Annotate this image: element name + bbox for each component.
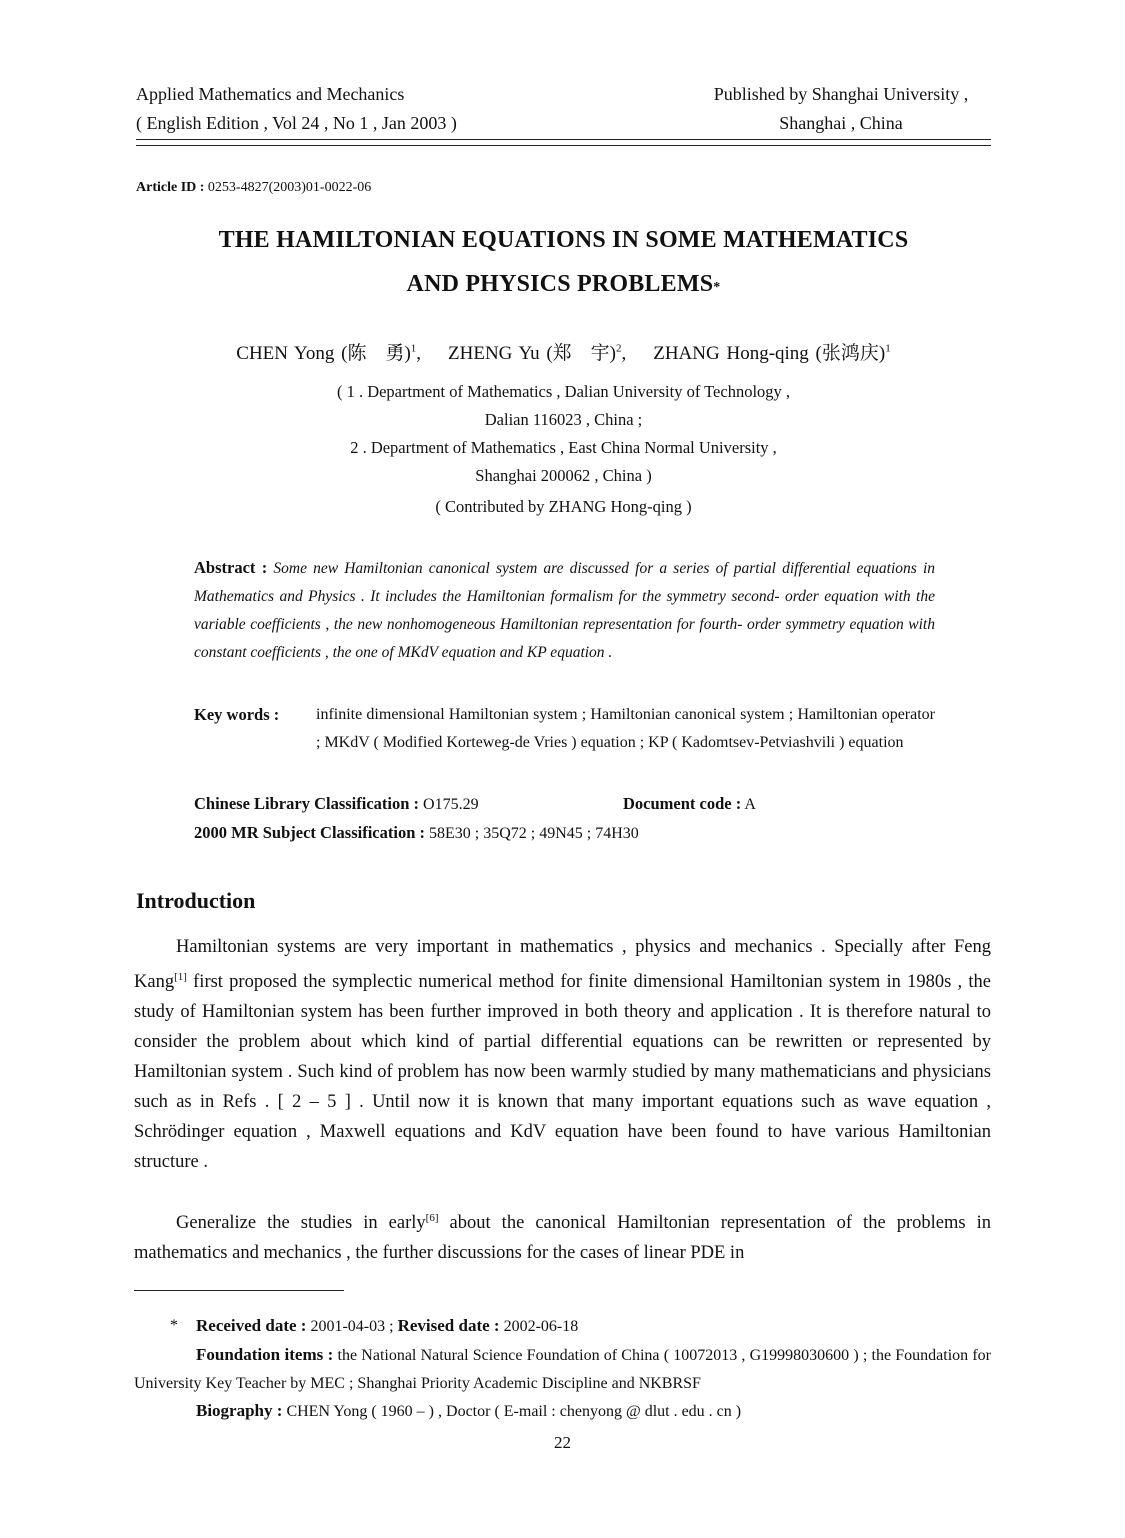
journal-name: Applied Mathematics and Mechanics: [136, 84, 405, 104]
footnote-biography: Biography : CHEN Yong ( 1960 – ) , Doctor ( E-mail : chenyong @ dlut . edu . cn ): [196, 1401, 742, 1420]
title-line-2: AND PHYSICS PROBLEMS*: [406, 271, 721, 297]
keywords: [194, 701, 935, 757]
abstract: [194, 554, 935, 667]
footnote-dates: * Received date : 2001-04-03 ; Revised date : 2002-06-18: [170, 1316, 579, 1335]
author: CHEN Yong (陈 勇): [236, 343, 411, 364]
author: ZHENG Yu (郑 宇): [448, 343, 616, 364]
footnote-foundation: Foundation items : the National Natural Science Foundation of China ( 10072013 , G19998030600 ) ; the Foundation for University Key Teacher by MEC ; Shanghai Priority Academic Discipline and NKBRSF: [134, 1345, 991, 1392]
affiliations: ( 1 . Department of Mathematics , Dalian University of Technology , Dalian 116023 , China ; 2 . Department of Mathematics , East China Normal University , Shanghai 200062 , China ): [336, 382, 791, 485]
article-id-label: Article ID :: [136, 180, 205, 195]
citation: [1]: [174, 971, 187, 983]
abstract-text: Some new Hamiltonian canonical system are discussed for a series of partial differential equations in Mathematics and Physics . It includes the Hamiltonian formalism for the symmetry second- order equation with the variable coefficients , the new nonhomogeneous Hamiltonian representation for fourth- order symmetry equation with constant coefficients , the one of MKdV equation and KP equation .: [194, 560, 935, 661]
keywords-label: Key words :: [194, 705, 280, 724]
abstract-label: Abstract :: [194, 558, 268, 577]
contributed-by: ( Contributed by ZHANG Hong-qing ): [435, 497, 692, 516]
author-list: CHEN Yong (陈 勇)$^1$, ZHENG Yu (郑 宇)$^2$, ZHANG Hong-qing (张鸿庆)$^1$: [236, 342, 891, 364]
author: ZHANG Hong-qing (张鸿庆): [653, 343, 886, 364]
intro-paragraph-1: Hamiltonian systems are very important in mathematics , physics and mechanics . Specially after Feng Kang[1] first proposed the symplectic numerical method for finite dimensional Hamiltonian system in 1980s , the study of Hamiltonian system has been further improved in both theory and application . It is therefore natural to consider the problem about which kind of partial differential equations can be rewritten or represented by Hamiltonian system . Such kind of problem has now been warmly studied by many mathematicians and physicians such as in Refs . [ 2 – 5 ] . Until now it is known that many important equations such as wave equation , Schrödinger equation , Maxwell equations and KdV equation have been found to have various Hamiltonian structure .: [134, 937, 991, 1173]
publisher-name: Published by Shanghai University ,: [713, 84, 969, 104]
header-rule-top: [136, 139, 991, 140]
paper-title: [136, 218, 991, 306]
publisher-header: [691, 80, 991, 138]
citation: [6]: [425, 1212, 439, 1224]
article-id: [136, 180, 371, 196]
mr-classification: 2000 MR Subject Classification : 58E30 ; 35Q72 ; 49N45 ; 74H30: [194, 823, 639, 842]
publisher-location: Shanghai , China: [779, 113, 903, 133]
document-code: Document code : A: [623, 794, 756, 813]
title-line-1: THE HAMILTONIAN EQUATIONS IN SOME MATHEMATICS: [218, 227, 909, 253]
keywords-text: infinite dimensional Hamiltonian system ; Hamiltonian canonical system ; Hamiltonian operator ; MKdV ( Modified Korteweg-de Vries ) equation ; KP ( Kadomtsev-Petviashvili ) equation: [316, 706, 935, 751]
page-number: 22: [554, 1433, 571, 1452]
footnote-rule: [134, 1290, 344, 1291]
section-heading: Introduction: [136, 888, 256, 913]
intro-paragraph-2: Generalize the studies in early[6] about the canonical Hamiltonian representation of the problems in mathematics and mechanics , the further discussions for the cases of linear PDE in: [134, 1212, 991, 1264]
classification: Chinese Library Classification : O175.29 Document code : A 2000 MR Subject Classification : 58E30 ; 35Q72 ; 49N45 ; 74H30: [194, 790, 639, 848]
journal-header: [136, 80, 457, 138]
article-id-value: 0253-4827(2003)01-0022-06: [207, 180, 372, 195]
title-footnote-mark: *: [713, 280, 721, 295]
journal-edition: ( English Edition , Vol 24 , No 1 , Jan 2003 ): [136, 113, 457, 133]
header-rule-bottom: [136, 145, 991, 146]
